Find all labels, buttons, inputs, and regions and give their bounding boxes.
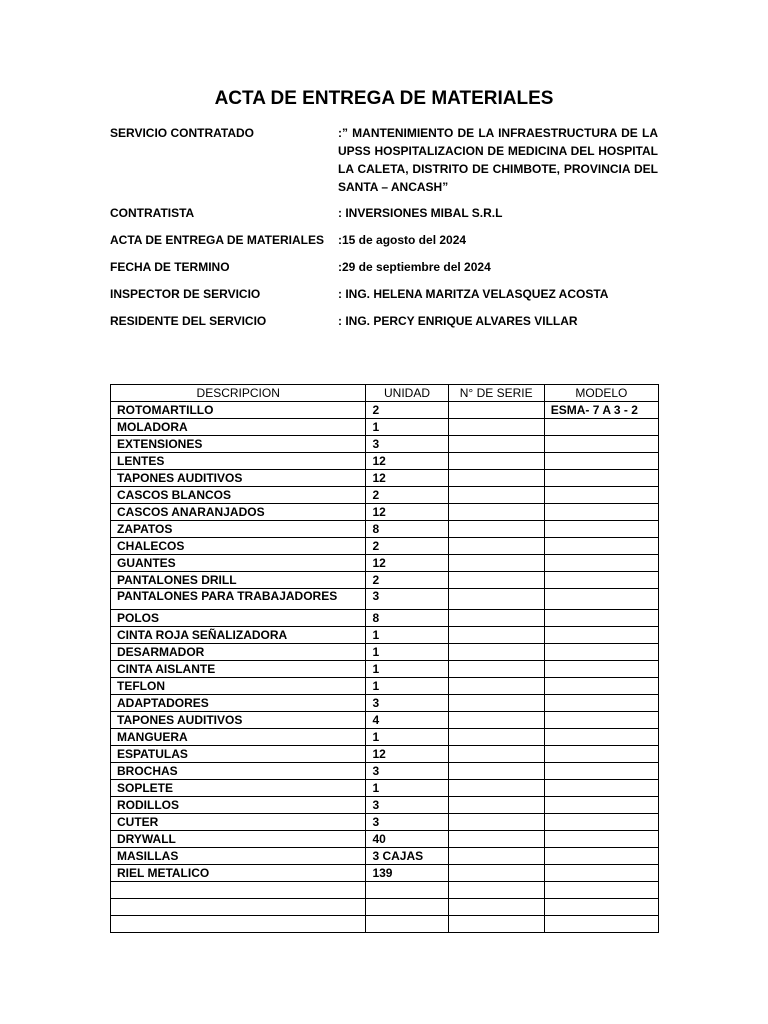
info-label: INSPECTOR DE SERVICIO bbox=[110, 287, 261, 301]
cell-modelo bbox=[544, 644, 658, 661]
cell-serie bbox=[448, 627, 544, 644]
cell-modelo bbox=[544, 763, 658, 780]
table-row bbox=[111, 678, 659, 695]
cell-serie bbox=[448, 555, 544, 572]
cell-serie bbox=[448, 814, 544, 831]
cell-serie bbox=[448, 899, 544, 916]
info-value: :15 de agosto del 2024 bbox=[338, 233, 467, 247]
table-row bbox=[111, 555, 659, 572]
table-row bbox=[111, 504, 659, 521]
cell-unidad: 1 bbox=[366, 627, 448, 644]
cell-descripcion: DRYWALL bbox=[111, 831, 366, 848]
cell-unidad: 3 CAJAS bbox=[366, 848, 448, 865]
cell-descripcion bbox=[111, 899, 366, 916]
cell-unidad: 3 bbox=[366, 797, 448, 814]
cell-descripcion: ADAPTADORES bbox=[111, 695, 366, 712]
table-row bbox=[111, 521, 659, 538]
info-label: FECHA DE TERMINO bbox=[110, 260, 230, 274]
cell-serie bbox=[448, 865, 544, 882]
cell-unidad: 4 bbox=[366, 712, 448, 729]
cell-modelo bbox=[544, 814, 658, 831]
cell-modelo bbox=[544, 916, 658, 933]
cell-descripcion: PANTALONES PARA TRABAJADORES bbox=[111, 589, 366, 610]
info-value: : ING. PERCY ENRIQUE ALVARES VILLAR bbox=[338, 314, 578, 328]
info-value: : ING. HELENA MARITZA VELASQUEZ ACOSTA bbox=[338, 287, 609, 301]
cell-serie bbox=[448, 644, 544, 661]
info-row-acta bbox=[110, 231, 658, 258]
cell-modelo bbox=[544, 572, 658, 589]
cell-descripcion: MASILLAS bbox=[111, 848, 366, 865]
cell-unidad: 2 bbox=[366, 487, 448, 504]
cell-descripcion: MANGUERA bbox=[111, 729, 366, 746]
cell-unidad: 3 bbox=[366, 436, 448, 453]
cell-serie bbox=[448, 831, 544, 848]
info-value: : INVERSIONES MIBAL S.R.L bbox=[338, 206, 503, 220]
cell-descripcion: DESARMADOR bbox=[111, 644, 366, 661]
table-header-row bbox=[111, 385, 659, 402]
cell-modelo bbox=[544, 899, 658, 916]
cell-serie bbox=[448, 916, 544, 933]
cell-descripcion: CASCOS ANARANJADOS bbox=[111, 504, 366, 521]
cell-modelo bbox=[544, 555, 658, 572]
table-row bbox=[111, 899, 659, 916]
table-row bbox=[111, 797, 659, 814]
cell-serie bbox=[448, 504, 544, 521]
cell-modelo bbox=[544, 610, 658, 627]
cell-serie bbox=[448, 470, 544, 487]
cell-serie bbox=[448, 419, 544, 436]
table-row bbox=[111, 436, 659, 453]
cell-descripcion: CUTER bbox=[111, 814, 366, 831]
cell-serie bbox=[448, 610, 544, 627]
cell-modelo bbox=[544, 538, 658, 555]
table-row bbox=[111, 610, 659, 627]
cell-modelo bbox=[544, 419, 658, 436]
cell-modelo: ESMA- 7 A 3 - 2 bbox=[544, 402, 658, 419]
cell-modelo bbox=[544, 695, 658, 712]
cell-unidad: 1 bbox=[366, 729, 448, 746]
cell-unidad: 2 bbox=[366, 572, 448, 589]
cell-modelo bbox=[544, 678, 658, 695]
info-value: :29 de septiembre del 2024 bbox=[338, 260, 491, 274]
cell-descripcion: RODILLOS bbox=[111, 797, 366, 814]
cell-modelo bbox=[544, 746, 658, 763]
cell-serie bbox=[448, 729, 544, 746]
document-title: ACTA DE ENTREGA DE MATERIALES bbox=[214, 88, 554, 109]
cell-descripcion: CASCOS BLANCOS bbox=[111, 487, 366, 504]
cell-serie bbox=[448, 763, 544, 780]
info-row-inspector bbox=[110, 285, 658, 312]
cell-modelo bbox=[544, 453, 658, 470]
info-block bbox=[110, 124, 658, 339]
table-row bbox=[111, 589, 659, 610]
info-row-residente bbox=[110, 312, 658, 339]
cell-unidad: 2 bbox=[366, 402, 448, 419]
cell-descripcion bbox=[111, 916, 366, 933]
cell-unidad: 3 bbox=[366, 695, 448, 712]
cell-serie bbox=[448, 712, 544, 729]
cell-descripcion: EXTENSIONES bbox=[111, 436, 366, 453]
cell-unidad: 1 bbox=[366, 678, 448, 695]
cell-descripcion: ZAPATOS bbox=[111, 521, 366, 538]
table-row bbox=[111, 644, 659, 661]
cell-modelo bbox=[544, 589, 658, 610]
table-row bbox=[111, 487, 659, 504]
info-label: SERVICIO CONTRATADO bbox=[110, 126, 255, 140]
cell-modelo bbox=[544, 436, 658, 453]
cell-descripcion: ROTOMARTILLO bbox=[111, 402, 366, 419]
cell-unidad: 1 bbox=[366, 644, 448, 661]
cell-serie bbox=[448, 780, 544, 797]
cell-descripcion: TEFLON bbox=[111, 678, 366, 695]
cell-modelo bbox=[544, 504, 658, 521]
cell-unidad: 3 bbox=[366, 814, 448, 831]
cell-descripcion: CINTA ROJA SEÑALIZADORA bbox=[111, 627, 366, 644]
cell-serie bbox=[448, 797, 544, 814]
cell-unidad: 3 bbox=[366, 763, 448, 780]
cell-unidad: 1 bbox=[366, 419, 448, 436]
cell-modelo bbox=[544, 729, 658, 746]
cell-modelo bbox=[544, 470, 658, 487]
table-row bbox=[111, 661, 659, 678]
info-row-fecha-termino bbox=[110, 258, 658, 285]
cell-unidad bbox=[366, 899, 448, 916]
cell-serie bbox=[448, 402, 544, 419]
cell-serie bbox=[448, 848, 544, 865]
cell-unidad: 1 bbox=[366, 661, 448, 678]
cell-descripcion: LENTES bbox=[111, 453, 366, 470]
table-row bbox=[111, 470, 659, 487]
info-label: CONTRATISTA bbox=[110, 206, 195, 220]
table-row bbox=[111, 865, 659, 882]
table-row bbox=[111, 712, 659, 729]
table-row bbox=[111, 572, 659, 589]
cell-unidad: 12 bbox=[366, 504, 448, 521]
cell-serie bbox=[448, 589, 544, 610]
table-row bbox=[111, 402, 659, 419]
cell-modelo bbox=[544, 627, 658, 644]
cell-unidad: 3 bbox=[366, 589, 448, 610]
cell-modelo bbox=[544, 661, 658, 678]
info-label: RESIDENTE DEL SERVICIO bbox=[110, 314, 267, 328]
cell-serie bbox=[448, 661, 544, 678]
cell-descripcion: TAPONES AUDITIVOS bbox=[111, 712, 366, 729]
info-row-contratista bbox=[110, 204, 658, 231]
cell-serie bbox=[448, 695, 544, 712]
cell-modelo bbox=[544, 712, 658, 729]
cell-serie bbox=[448, 678, 544, 695]
cell-descripcion: PANTALONES DRILL bbox=[111, 572, 366, 589]
materials-table bbox=[110, 384, 659, 933]
cell-descripcion: CINTA AISLANTE bbox=[111, 661, 366, 678]
cell-descripcion: CHALECOS bbox=[111, 538, 366, 555]
cell-unidad: 139 bbox=[366, 865, 448, 882]
cell-serie bbox=[448, 453, 544, 470]
cell-modelo bbox=[544, 797, 658, 814]
cell-unidad: 2 bbox=[366, 538, 448, 555]
cell-serie bbox=[448, 436, 544, 453]
table-row bbox=[111, 916, 659, 933]
table-row bbox=[111, 746, 659, 763]
cell-unidad bbox=[366, 882, 448, 899]
cell-descripcion bbox=[111, 882, 366, 899]
cell-modelo bbox=[544, 521, 658, 538]
table-row bbox=[111, 627, 659, 644]
cell-descripcion: GUANTES bbox=[111, 555, 366, 572]
table-row bbox=[111, 763, 659, 780]
table-row bbox=[111, 453, 659, 470]
cell-descripcion: BROCHAS bbox=[111, 763, 366, 780]
cell-descripcion: ESPATULAS bbox=[111, 746, 366, 763]
cell-unidad bbox=[366, 916, 448, 933]
cell-unidad: 12 bbox=[366, 453, 448, 470]
cell-serie bbox=[448, 487, 544, 504]
table-row bbox=[111, 814, 659, 831]
cell-modelo bbox=[544, 831, 658, 848]
cell-unidad: 12 bbox=[366, 746, 448, 763]
cell-unidad: 1 bbox=[366, 780, 448, 797]
cell-unidad: 12 bbox=[366, 555, 448, 572]
table-row bbox=[111, 882, 659, 899]
cell-modelo bbox=[544, 848, 658, 865]
cell-descripcion: SOPLETE bbox=[111, 780, 366, 797]
cell-modelo bbox=[544, 780, 658, 797]
cell-descripcion: TAPONES AUDITIVOS bbox=[111, 470, 366, 487]
cell-unidad: 8 bbox=[366, 521, 448, 538]
cell-descripcion: MOLADORA bbox=[111, 419, 366, 436]
cell-descripcion: RIEL METALICO bbox=[111, 865, 366, 882]
table-row bbox=[111, 831, 659, 848]
table-row bbox=[111, 695, 659, 712]
header-unidad: UNIDAD bbox=[366, 385, 448, 402]
cell-modelo bbox=[544, 882, 658, 899]
cell-unidad: 12 bbox=[366, 470, 448, 487]
info-label: ACTA DE ENTREGA DE MATERIALES bbox=[110, 233, 325, 247]
cell-unidad: 8 bbox=[366, 610, 448, 627]
table-row bbox=[111, 538, 659, 555]
table-row bbox=[111, 729, 659, 746]
cell-unidad: 40 bbox=[366, 831, 448, 848]
table-row bbox=[111, 419, 659, 436]
cell-serie bbox=[448, 746, 544, 763]
cell-serie bbox=[448, 521, 544, 538]
header-serie: N° DE SERIE bbox=[448, 385, 544, 402]
cell-serie bbox=[448, 882, 544, 899]
info-value: :” MANTENIMIENTO DE LA INFRAESTRUCTURA DE LA UPSS HOSPITALIZACION DE MEDICINA DEL HOSPITAL LA CALETA, DISTRITO DE CHIMBOTE, PROVINCIA DEL SANTA – ANCASH” bbox=[338, 126, 658, 194]
cell-modelo bbox=[544, 865, 658, 882]
cell-modelo bbox=[544, 487, 658, 504]
header-descripcion: DESCRIPCION bbox=[111, 385, 366, 402]
cell-serie bbox=[448, 538, 544, 555]
header-modelo: MODELO bbox=[544, 385, 658, 402]
table-body bbox=[111, 402, 659, 933]
table-row bbox=[111, 848, 659, 865]
info-row-servicio bbox=[110, 124, 658, 204]
cell-descripcion: POLOS bbox=[111, 610, 366, 627]
table-row bbox=[111, 780, 659, 797]
cell-serie bbox=[448, 572, 544, 589]
